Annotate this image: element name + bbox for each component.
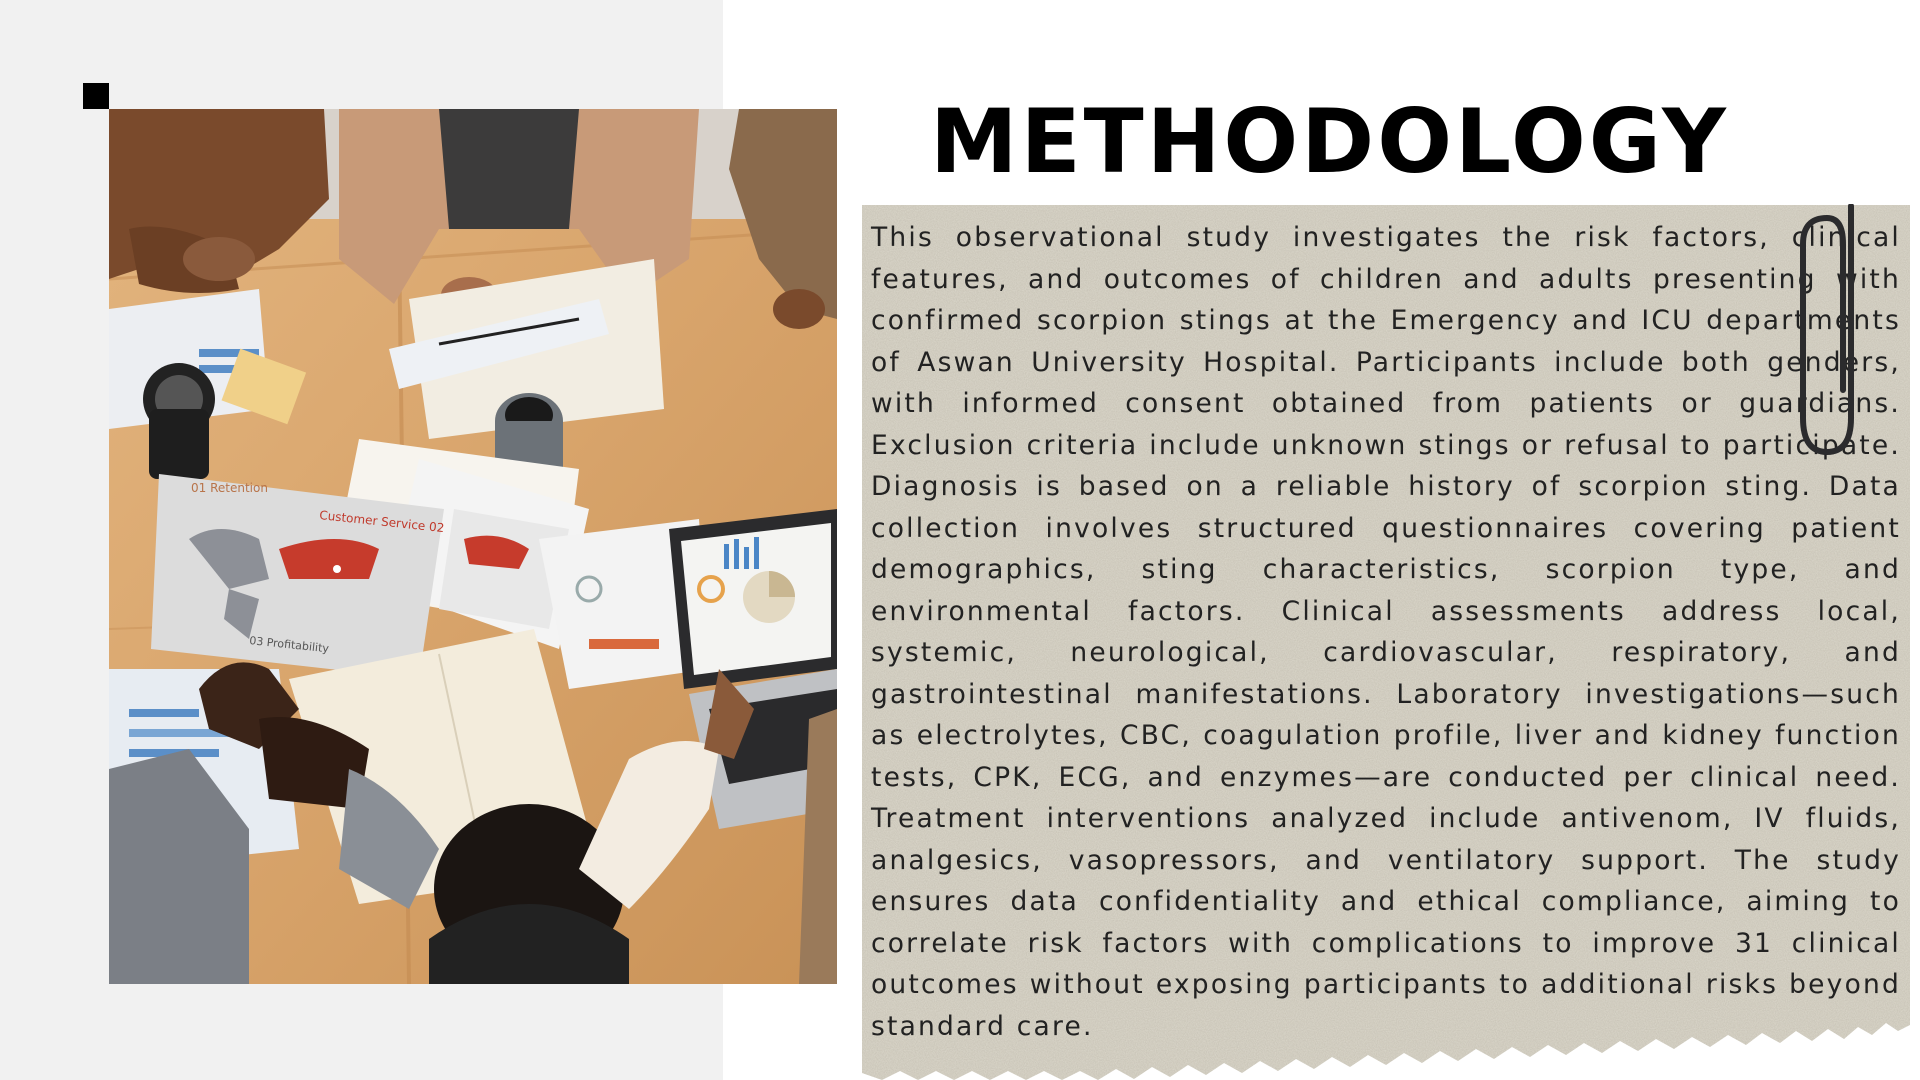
- photo-label-retention: 01 Retention: [191, 481, 268, 495]
- torn-paper-panel: [862, 205, 1910, 1080]
- methodology-body-text: This observational study investigates the risk factors, clinical features, and outcomes of children and adults presenting with confirmed scorpion stings at the Emergency and ICU departments of Aswan University Hospital. Participants include both genders, with informed consent obtained from patients or guardians. Exclusion criteria include unknown stings or refusal to participate. Diagnosis is based on a reliable history of scorpion sting. Data collection involves structured questionnaires covering patient demographics, sting characteristics, scorpion type, and environmental factors. Clinical assessments address local, systemic, neurological, cardiovascular, respiratory, and gastrointestinal manifestations. Laboratory investigations—such as electrolytes, CBC, coagulation profile, liver and kidney function tests, CPK, ECG, and enzymes—are conducted per clinical need. Treatment interventions analyzed include antivenom, IV fluids, analgesics, vasopressors, and ventilatory support. The study ensures data confidentiality and ethical compliance, aiming to correlate risk factors with complications to improve 31 clinical outcomes without exposing participants to additional risks beyond standard care.: [871, 222, 1901, 1042]
- photo-label-profitability: 03 Profitability: [248, 634, 330, 656]
- photo-label-customer-service: Customer Service 02: [318, 508, 446, 536]
- paperclip-icon: [1785, 204, 1875, 464]
- meeting-photo: [109, 109, 837, 984]
- slide-title: METHODOLOGY: [930, 90, 1729, 193]
- corner-square-decoration: [83, 83, 109, 109]
